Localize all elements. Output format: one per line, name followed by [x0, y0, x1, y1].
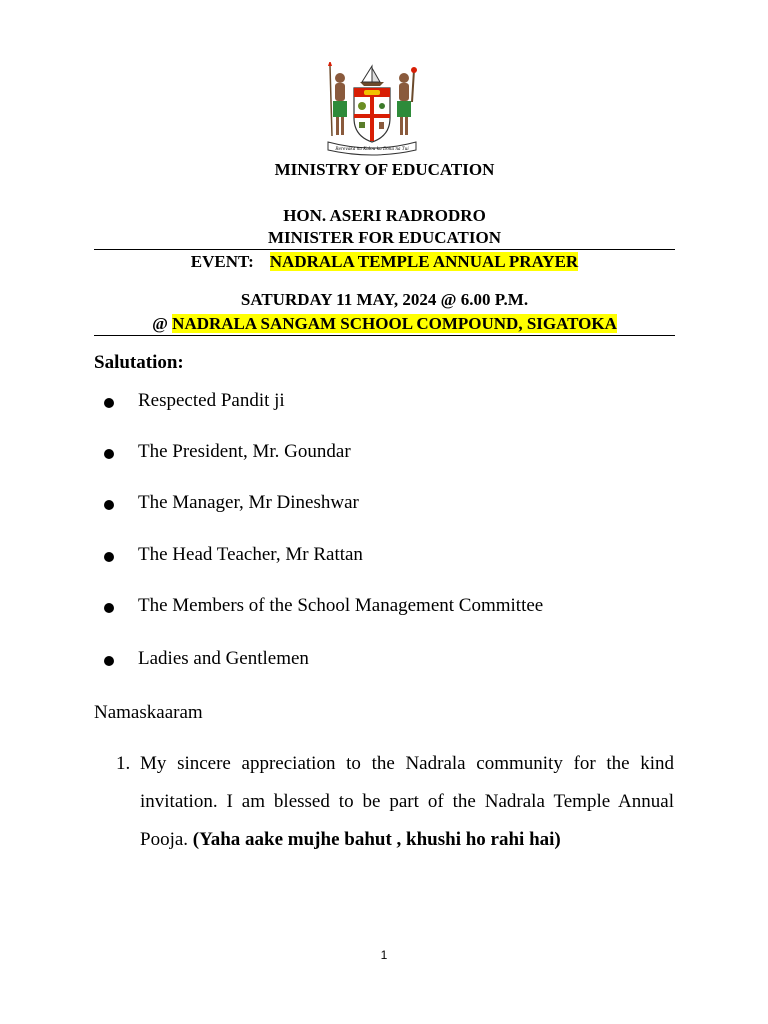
bullet-icon: [104, 656, 114, 666]
bullet-icon: [104, 603, 114, 613]
minister-name: HON. ASERI RADRODRO: [283, 206, 486, 225]
crest-motto: Rerevaka na Kalou ka Doka na Tui: [335, 146, 409, 151]
event-line: [94, 252, 675, 272]
bullet-icon: [104, 552, 114, 562]
salutation-heading: Salutation:: [94, 352, 184, 373]
paragraph-number: 1.: [116, 753, 131, 774]
paragraph-bold-text: (Yaha aake mujhe bahut , khushi ho rahi hai): [192, 829, 561, 850]
bullet-icon: [104, 398, 114, 408]
ministry-title: MINISTRY OF EDUCATION: [274, 160, 495, 179]
document-page: Rerevaka na Kalou ka Doka na Tui MINISTRY OF EDUCATION HON. ASERI RADRODRO MINISTER FOR EDUCATION EVENT: NADRALA TEMPLE ANNUAL PRAYER SATURDAY 11 MAY, 2024 @ 6.00 P.M. @ NADRALA SANGAM SCHOOL COMPOUND, SIGATOKA Salutation: Respected Pandit ji The President, Mr. Goundar The Manager, Mr Dineshwar The Head Teacher, Mr Rattan The Members of the School Management Committee Ladies and Gentlemen Namaskaaram 1. My sincere appreciation to the Nadrala community for the kind invitation. I am blessed to be part of the Nadrala Temple Annual Pooja. (Yaha aake mujhe bahut , khushi ho rahi hai) 1: [0, 0, 768, 1024]
bullet-icon: [104, 449, 114, 459]
fiji-coat-of-arms-icon: [322, 62, 422, 156]
event-label: EVENT:: [190, 252, 254, 271]
header-divider-bottom: [94, 335, 675, 336]
bullet-icon: [104, 500, 114, 510]
event-venue-line: [94, 314, 675, 334]
minister-title: MINISTER FOR EDUCATION: [268, 228, 501, 247]
paragraph-text: My sincere appreciation to the Nadrala community for the kind invitation. I am blessed to be part of the Nadrala Temple Annual Pooja. (Yaha aake mujhe bahut , khushi ho rahi hai): [140, 753, 674, 850]
event-name: NADRALA TEMPLE ANNUAL PRAYER: [269, 252, 579, 271]
event-venue: NADRALA SANGAM SCHOOL COMPOUND, SIGATOKA: [172, 314, 617, 333]
header-divider-top: [94, 249, 675, 250]
venue-prefix: @: [152, 314, 168, 333]
page-number: 1: [380, 948, 388, 962]
event-date: SATURDAY 11 MAY, 2024 @ 6.00 P.M.: [240, 290, 529, 309]
greeting: Namaskaaram: [94, 702, 203, 723]
